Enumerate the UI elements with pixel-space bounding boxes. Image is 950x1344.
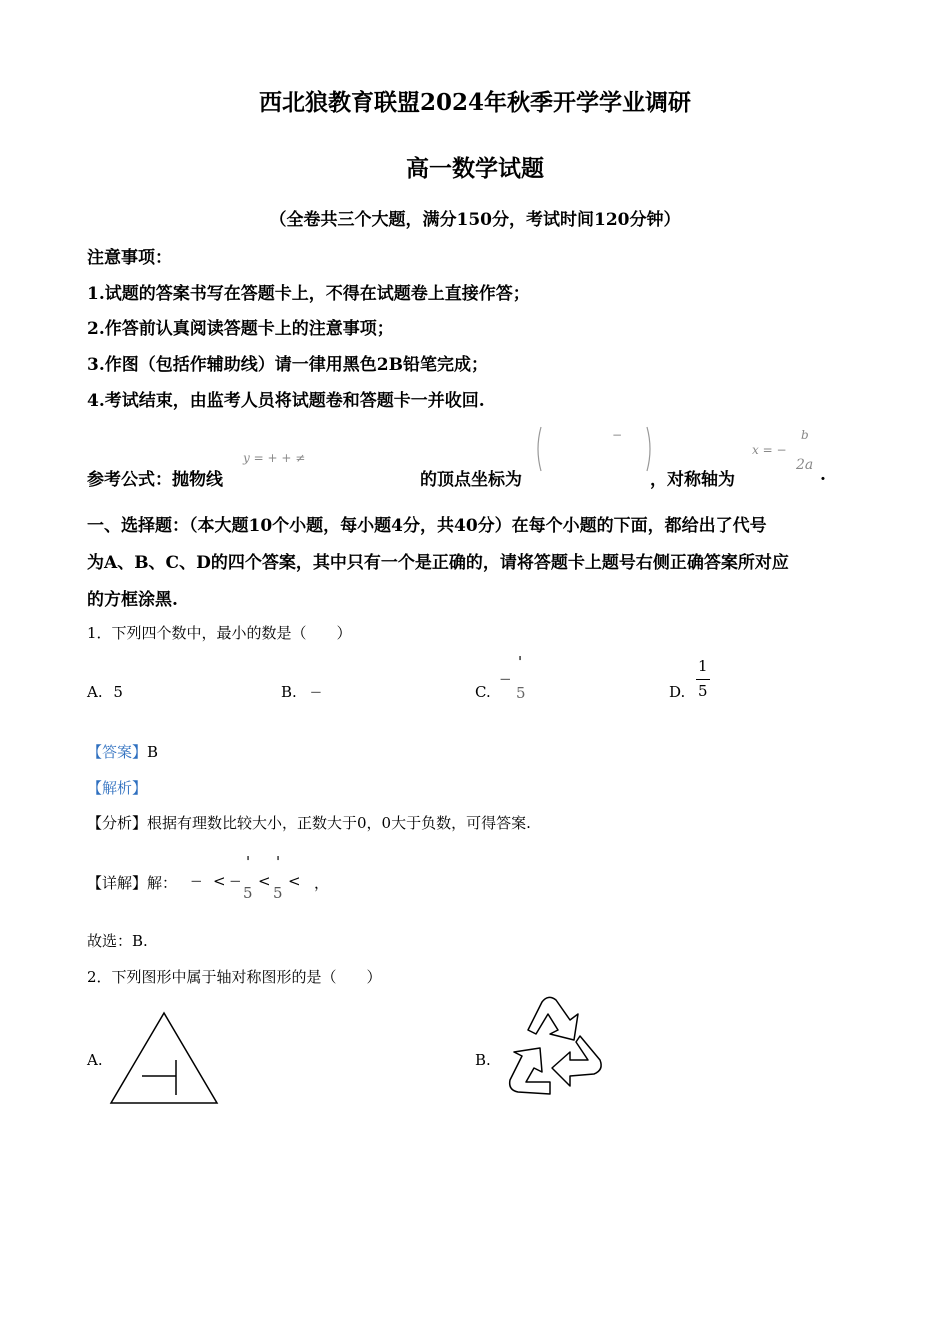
option-d xyxy=(669,683,685,701)
option-c-minus: − xyxy=(499,670,512,688)
detail-prefix: 解： xyxy=(147,874,178,892)
detail-line xyxy=(87,872,177,893)
analysis-text: 根据有理数比较大小，正数大于0，0大于负数，可得答案. xyxy=(147,814,531,832)
ineq-minus: − xyxy=(229,872,242,890)
recycle-icon xyxy=(496,994,608,1106)
conclusion: 故选：B. xyxy=(87,932,148,950)
section-heading: 一、选择题：（本大题10个小题，每小题4分，共40分）在每个小题的下面，都给出了代号 xyxy=(87,516,767,536)
formula-prefix: 参考公式：抛物线 xyxy=(87,470,223,490)
notice-item: 2.作答前认真阅读答题卡上的注意事项； xyxy=(87,319,394,339)
formula-mid: 的顶点坐标为 xyxy=(420,470,522,490)
ineq-lt: < xyxy=(288,872,301,890)
notice-item: 1.试题的答案书写在答题卡上，不得在试题卷上直接作答； xyxy=(87,284,530,304)
option-label: A. xyxy=(87,683,103,701)
question-stem: 1．下列四个数中，最小的数是（ ） xyxy=(87,624,352,642)
vertex-brackets xyxy=(533,424,655,474)
axis-numerator: b xyxy=(801,428,809,442)
page-subtitle: 高一数学试题 xyxy=(406,155,544,182)
analysis-line xyxy=(87,812,531,833)
ineq-term: − xyxy=(190,872,203,890)
option-label: D. xyxy=(669,683,686,701)
option-a-label: A. xyxy=(87,1051,103,1069)
answer-line xyxy=(87,741,158,762)
vertex-minus: − xyxy=(612,428,623,442)
option-c-numerator: ' xyxy=(518,653,523,671)
section-text: 为A、B、C、D的四个答案，其中只有一个是正确的，请将答题卡上题号右侧正确答案所对应 xyxy=(87,553,789,573)
option-label: C. xyxy=(475,683,491,701)
notice-heading: 注意事项： xyxy=(87,248,172,268)
parabola-formula: y = + + ≠ xyxy=(243,451,306,465)
axis-lhs: x = − xyxy=(752,443,787,457)
answer-value: B xyxy=(147,743,159,761)
option-d-numerator: 1 xyxy=(698,657,708,675)
option-c xyxy=(475,683,491,701)
fraction-bar xyxy=(696,679,710,680)
option-a xyxy=(87,683,123,701)
ineq-numerator: ' xyxy=(276,853,281,871)
analysis-label: 【分析】 xyxy=(87,814,148,832)
ineq-denominator: 5 xyxy=(243,884,253,902)
ineq-end: ， xyxy=(314,874,330,892)
detail-label: 【详解】 xyxy=(87,874,148,892)
answer-tag: 【答案】 xyxy=(87,743,148,761)
ineq-numerator: ' xyxy=(246,853,251,871)
notice-item: 3.作图（包括作辅助线）请一律用黑色2B铅笔完成； xyxy=(87,355,488,375)
option-b-label: B. xyxy=(475,1051,491,1069)
option-d-denominator: 5 xyxy=(698,682,708,700)
ineq-denominator: 5 xyxy=(273,884,283,902)
exam-info: （全卷共三个大题，满分150分，考试时间120分钟） xyxy=(269,210,681,230)
option-value: − xyxy=(309,683,323,701)
ineq-lt: < xyxy=(213,872,226,890)
axis-denominator: 2a xyxy=(796,457,814,473)
option-label: B. xyxy=(281,683,297,701)
question-stem: 2．下列图形中属于轴对称图形的是（ ） xyxy=(87,968,382,986)
notice-item: 4.考试结束，由监考人员将试题卷和答题卡一并收回. xyxy=(87,391,485,411)
page-title: 西北狼教育联盟2024年秋季开学学业调研 xyxy=(258,89,691,116)
formula-end: . xyxy=(820,465,826,485)
section-text: 的方框涂黑. xyxy=(87,590,178,610)
formula-suffix: ，对称轴为 xyxy=(650,470,735,490)
option-b xyxy=(281,683,322,701)
analysis-tag: 【解析】 xyxy=(87,779,148,797)
option-c-denominator: 5 xyxy=(516,684,526,702)
triangle-figure xyxy=(108,1010,220,1106)
ineq-lt: < xyxy=(258,872,271,890)
option-value: 5 xyxy=(113,683,123,701)
